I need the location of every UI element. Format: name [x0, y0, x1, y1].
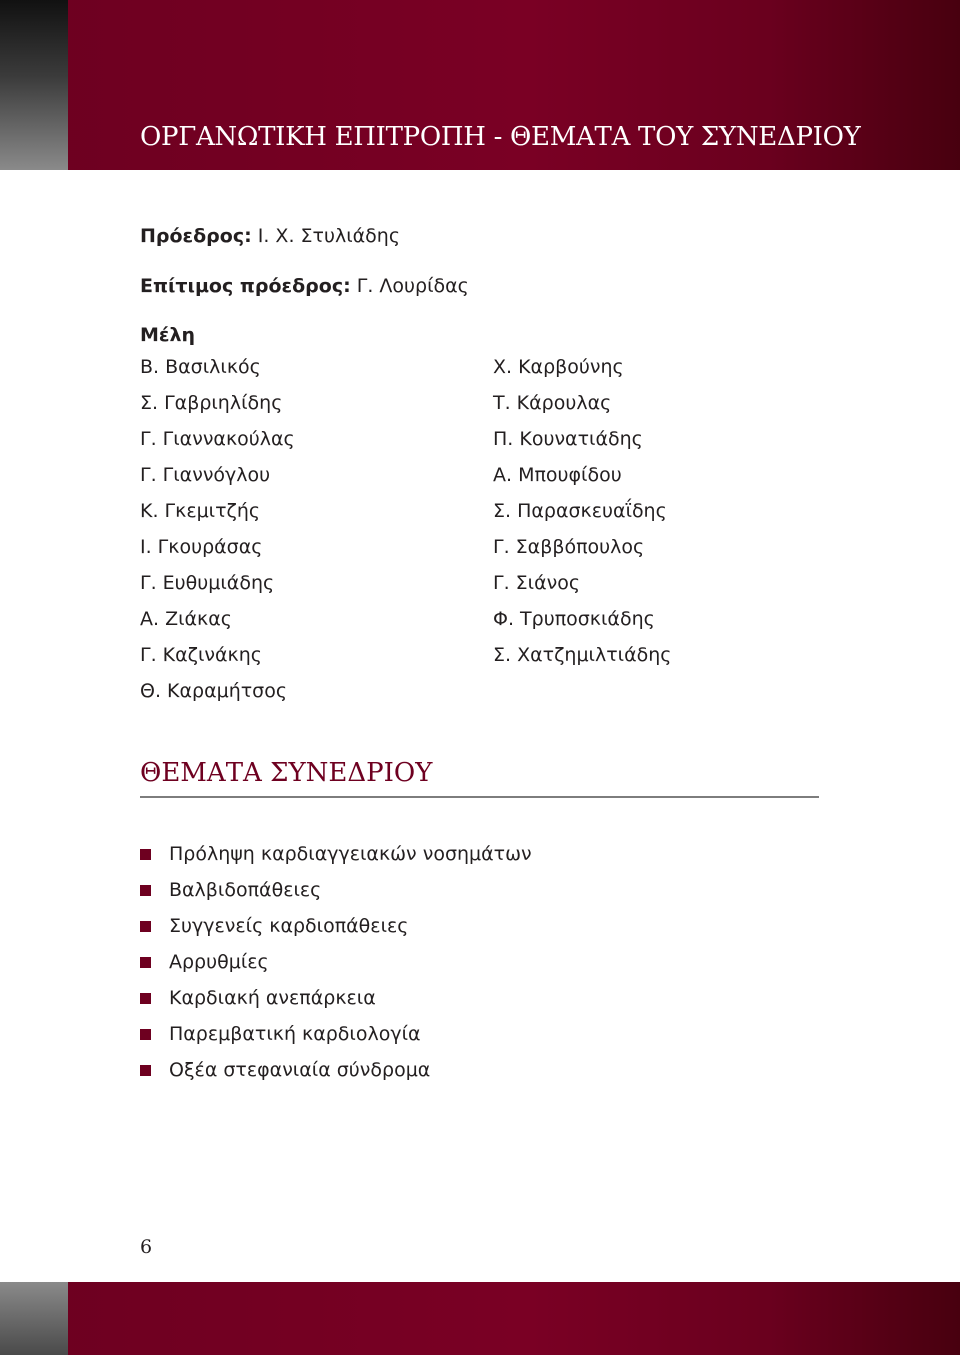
honorary-president-label: Επίτιμος πρόεδρος: [140, 275, 351, 297]
square-bullet-icon [140, 1065, 151, 1076]
footer-side-gradient [0, 1282, 68, 1355]
members-heading: Μέλη [140, 324, 196, 346]
square-bullet-icon [140, 1029, 151, 1040]
members-list-left [140, 349, 295, 709]
page-number: 6 [140, 1236, 153, 1258]
topic-label: Καρδιακή ανεπάρκεια [169, 987, 376, 1009]
member-name: Α. Μπουφίδου [493, 464, 622, 486]
member-name: Π. Κουνατιάδης [493, 428, 643, 450]
member-name: Σ. Γαβριηλίδης [140, 392, 283, 414]
topic-label: Παρεμβατική καρδιολογία [169, 1023, 421, 1045]
topic-label: Αρρυθμίες [169, 951, 269, 973]
topic-label: Συγγενείς καρδιοπάθειες [169, 915, 409, 937]
topic-item [140, 908, 532, 944]
member-name: Κ. Γκεμιτζής [140, 500, 261, 522]
footer-band [0, 1282, 960, 1355]
member-name: Γ. Σαββόπουλος [493, 536, 645, 558]
header-side-gradient [0, 0, 68, 170]
topic-item [140, 1016, 532, 1052]
member-name: Σ. Παρασκευαΐδης [493, 500, 667, 522]
president-name: Ι. Χ. Στυλιάδης [257, 225, 400, 247]
square-bullet-icon [140, 849, 151, 860]
member-name: Τ. Κάρουλας [493, 392, 612, 414]
honorary-president-name: Γ. Λουρίδας [356, 275, 469, 297]
topics-list [140, 836, 532, 1088]
member-name: Γ. Σιάνος [493, 572, 581, 594]
member-name: Φ. Τρυποσκιάδης [493, 608, 655, 630]
member-name: Γ. Γιαννακούλας [140, 428, 295, 450]
topic-item [140, 872, 532, 908]
president-line [140, 224, 400, 248]
header-band [0, 0, 960, 170]
topic-label: Οξέα στεφανιαία σύνδρομα [169, 1059, 431, 1081]
topic-item [140, 944, 532, 980]
square-bullet-icon [140, 885, 151, 896]
member-name: Σ. Χατζημιλτιάδης [493, 644, 672, 666]
honorary-president-line [140, 274, 469, 298]
square-bullet-icon [140, 993, 151, 1004]
topics-divider [140, 796, 819, 798]
member-name: Β. Βασιλικός [140, 356, 261, 378]
topic-item [140, 1052, 532, 1088]
topic-label: Πρόληψη καρδιαγγειακών νοσημάτων [169, 843, 532, 865]
square-bullet-icon [140, 957, 151, 968]
member-name: Γ. Γιαννόγλου [140, 464, 271, 486]
members-list-right [493, 349, 671, 673]
member-name: Γ. Καζινάκης [140, 644, 262, 666]
president-label: Πρόεδρος: [140, 225, 252, 247]
member-name: Γ. Ευθυμιάδης [140, 572, 275, 594]
topic-label: Βαλβιδοπάθειες [169, 879, 322, 901]
member-name: Ι. Γκουράσας [140, 536, 263, 558]
topic-item [140, 836, 532, 872]
square-bullet-icon [140, 921, 151, 932]
member-name: Χ. Καρβούνης [493, 356, 624, 378]
topics-heading: ΘΕΜΑΤΑ ΣΥΝΕΔΡΙΟΥ [140, 758, 433, 788]
topic-item [140, 980, 532, 1016]
page-title: ΟΡΓΑΝΩΤΙΚΗ ΕΠΙΤΡΟΠΗ - ΘΕΜΑΤΑ ΤΟΥ ΣΥΝΕΔΡΙΟΥ [140, 122, 861, 152]
member-name: Α. Ζιάκας [140, 608, 232, 630]
member-name: Θ. Καραμήτσος [140, 680, 287, 702]
